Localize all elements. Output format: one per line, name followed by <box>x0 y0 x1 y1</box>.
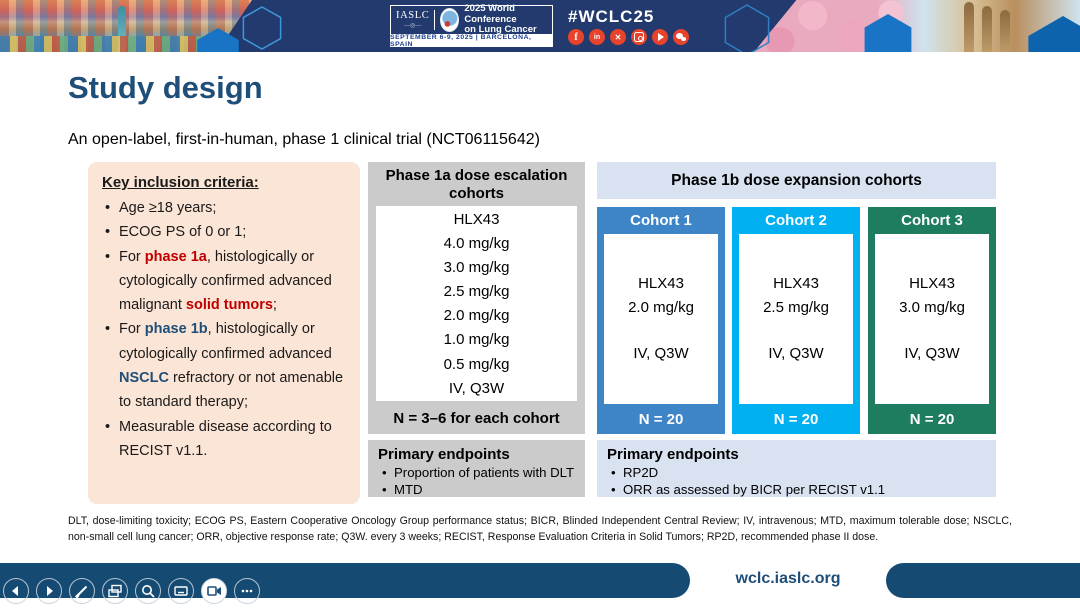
logo-top-row <box>390 2 553 36</box>
linkedin-icon[interactable] <box>589 29 605 45</box>
cohort-2-schedule: IV, Q3W <box>768 345 824 362</box>
footer-bar-right <box>886 563 1080 598</box>
presentation-toolbar <box>3 578 260 604</box>
page-title: Study design <box>68 70 263 105</box>
linkedin-glyph: in <box>593 33 601 41</box>
inclusion-criterion: • Measurable disease according to RECIST v1.1. <box>102 415 346 464</box>
wclc-emblem-icon <box>440 8 459 32</box>
conference-title-line1: 2025 World Conference <box>464 2 517 25</box>
phase1a-dose-box <box>376 206 577 401</box>
phase1a-dose-line: 2.5 mg/kg <box>443 283 510 301</box>
inclusion-criterion: • For phase 1a, histologically or cytologically confirmed advanced malignant solid tumors; <box>102 245 346 318</box>
phase1b-header: Phase 1b dose expansion cohorts <box>597 162 996 199</box>
phase1b-endpoint: • ORR as assessed by BICR per RECIST v1.1 <box>607 482 986 499</box>
wechat-glyph <box>676 33 686 41</box>
cohort-2-dose: 2.5 mg/kg <box>763 299 829 316</box>
cohort-2-box <box>732 207 860 434</box>
phase1a-dose-line: 1.0 mg/kg <box>443 331 510 349</box>
social-icons-row <box>568 29 689 45</box>
keyboard-icon[interactable] <box>168 578 194 604</box>
abbreviations-footnote: DLT, dose-limiting toxicity; ECOG PS, Eastern Cooperative Oncology Group performance status; BICR, Blinded Independent Central Review; IV, intravenous; MTD, maximum tolerable dose; NSCLC, non-small cell lung cancer; ORR, objective response rate; Q3W. every 3 weeks; RECIST, Response Evaluation Criteria in Solid Tumors; RP2D, recommended phase II dose. <box>68 515 1012 543</box>
cohort-1-n: N = 20 <box>638 410 684 428</box>
cohort-1-schedule: IV, Q3W <box>633 345 689 362</box>
next-icon[interactable] <box>36 578 62 604</box>
cohort-2-n: N = 20 <box>773 410 819 428</box>
iaslc-wordmark-ornament: —◎— <box>404 22 422 29</box>
iaslc-wordmark <box>396 11 429 29</box>
previous-icon[interactable] <box>3 578 29 604</box>
cohort-3-box <box>868 207 996 434</box>
camera-icon[interactable] <box>201 578 227 604</box>
facebook-icon[interactable] <box>568 29 584 45</box>
phase1a-dose-line: IV, Q3W <box>448 379 505 397</box>
conference-title-line2: on Lung Cancer <box>464 24 537 36</box>
inclusion-criterion: • ECOG PS of 0 or 1; <box>102 220 346 244</box>
wechat-icon[interactable] <box>673 29 689 45</box>
iaslc-text: IASLC <box>396 10 430 22</box>
phase1b-endpoints-title: Primary endpoints <box>607 446 739 463</box>
logo-divider <box>434 10 435 30</box>
phase1a-dose-line: 0.5 mg/kg <box>443 355 510 373</box>
inclusion-criterion: • For phase 1b, histologically or cytologically confirmed advanced NSCLC refractory or not amenable to standard therapy; <box>102 317 346 414</box>
cohort-1-content <box>604 234 718 404</box>
phase1a-dose-line: HLX43 <box>453 211 500 228</box>
inclusion-criterion: • Age ≥18 years; <box>102 196 346 220</box>
cohort-3-title: Cohort 3 <box>901 212 963 229</box>
phase1a-header: Phase 1a dose escalation cohorts <box>385 167 568 202</box>
instagram-glyph <box>634 32 644 42</box>
cohort-3-n: N = 20 <box>909 410 955 428</box>
phase1a-n-note: N = 3–6 for each cohort <box>393 410 560 427</box>
cohort-1-dose: 2.0 mg/kg <box>628 299 694 316</box>
key-inclusion-criteria-panel <box>88 162 360 504</box>
cohort-2-content <box>739 234 853 404</box>
phase1b-endpoints-list <box>607 465 986 498</box>
cohort-2-title: Cohort 2 <box>765 212 827 229</box>
conference-title <box>464 4 547 37</box>
phase1a-endpoint: • MTD <box>378 482 575 499</box>
cohort-1-box <box>597 207 725 434</box>
phase1a-endpoint: • Proportion of patients with DLT <box>378 465 575 482</box>
slides-icon[interactable] <box>102 578 128 604</box>
phase1a-dose-line: 4.0 mg/kg <box>443 235 510 253</box>
phase1a-endpoints-list <box>378 465 575 498</box>
phase1b-endpoint: • RP2D <box>607 465 986 482</box>
conference-url: wclc.iaslc.org <box>735 570 841 587</box>
cohort-2-drug: HLX43 <box>773 275 819 292</box>
phase1a-endpoints-title: Primary endpoints <box>378 446 510 463</box>
phase1a-panel <box>368 162 585 434</box>
phase1a-primary-endpoints <box>368 440 585 497</box>
zoom-icon[interactable] <box>135 578 161 604</box>
cohort-3-dose: 3.0 mg/kg <box>899 299 965 316</box>
x-glyph: ✕ <box>614 32 622 42</box>
conference-banner <box>0 0 1080 52</box>
cohort-3-content <box>875 234 989 404</box>
slide-subtitle: An open-label, first-in-human, phase 1 clinical trial (NCT06115642) <box>68 131 540 148</box>
cohort-3-schedule: IV, Q3W <box>904 345 960 362</box>
iaslc-conference-logo <box>390 2 553 48</box>
x-icon[interactable] <box>610 29 626 45</box>
facebook-glyph: f <box>574 31 578 43</box>
inclusion-criteria-title: Key inclusion criteria: <box>102 174 259 191</box>
cohort-3-drug: HLX43 <box>909 275 955 292</box>
phase1b-primary-endpoints <box>597 440 996 497</box>
phase1a-dose-line: 2.0 mg/kg <box>443 307 510 325</box>
hashtag-wclc25: #WCLC25 <box>568 7 655 26</box>
youtube-glyph <box>658 33 664 41</box>
instagram-icon[interactable] <box>631 29 647 45</box>
cohort-1-title: Cohort 1 <box>630 212 692 229</box>
conference-date-strip: SEPTEMBER 6-9, 2025 | BARCELONA, SPAIN <box>390 34 553 47</box>
more-icon[interactable] <box>234 578 260 604</box>
annotate-icon[interactable] <box>69 578 95 604</box>
phase1a-dose-line: 3.0 mg/kg <box>443 259 510 277</box>
youtube-icon[interactable] <box>652 29 668 45</box>
cohort-1-drug: HLX43 <box>638 275 684 292</box>
inclusion-criteria-list <box>102 196 346 463</box>
